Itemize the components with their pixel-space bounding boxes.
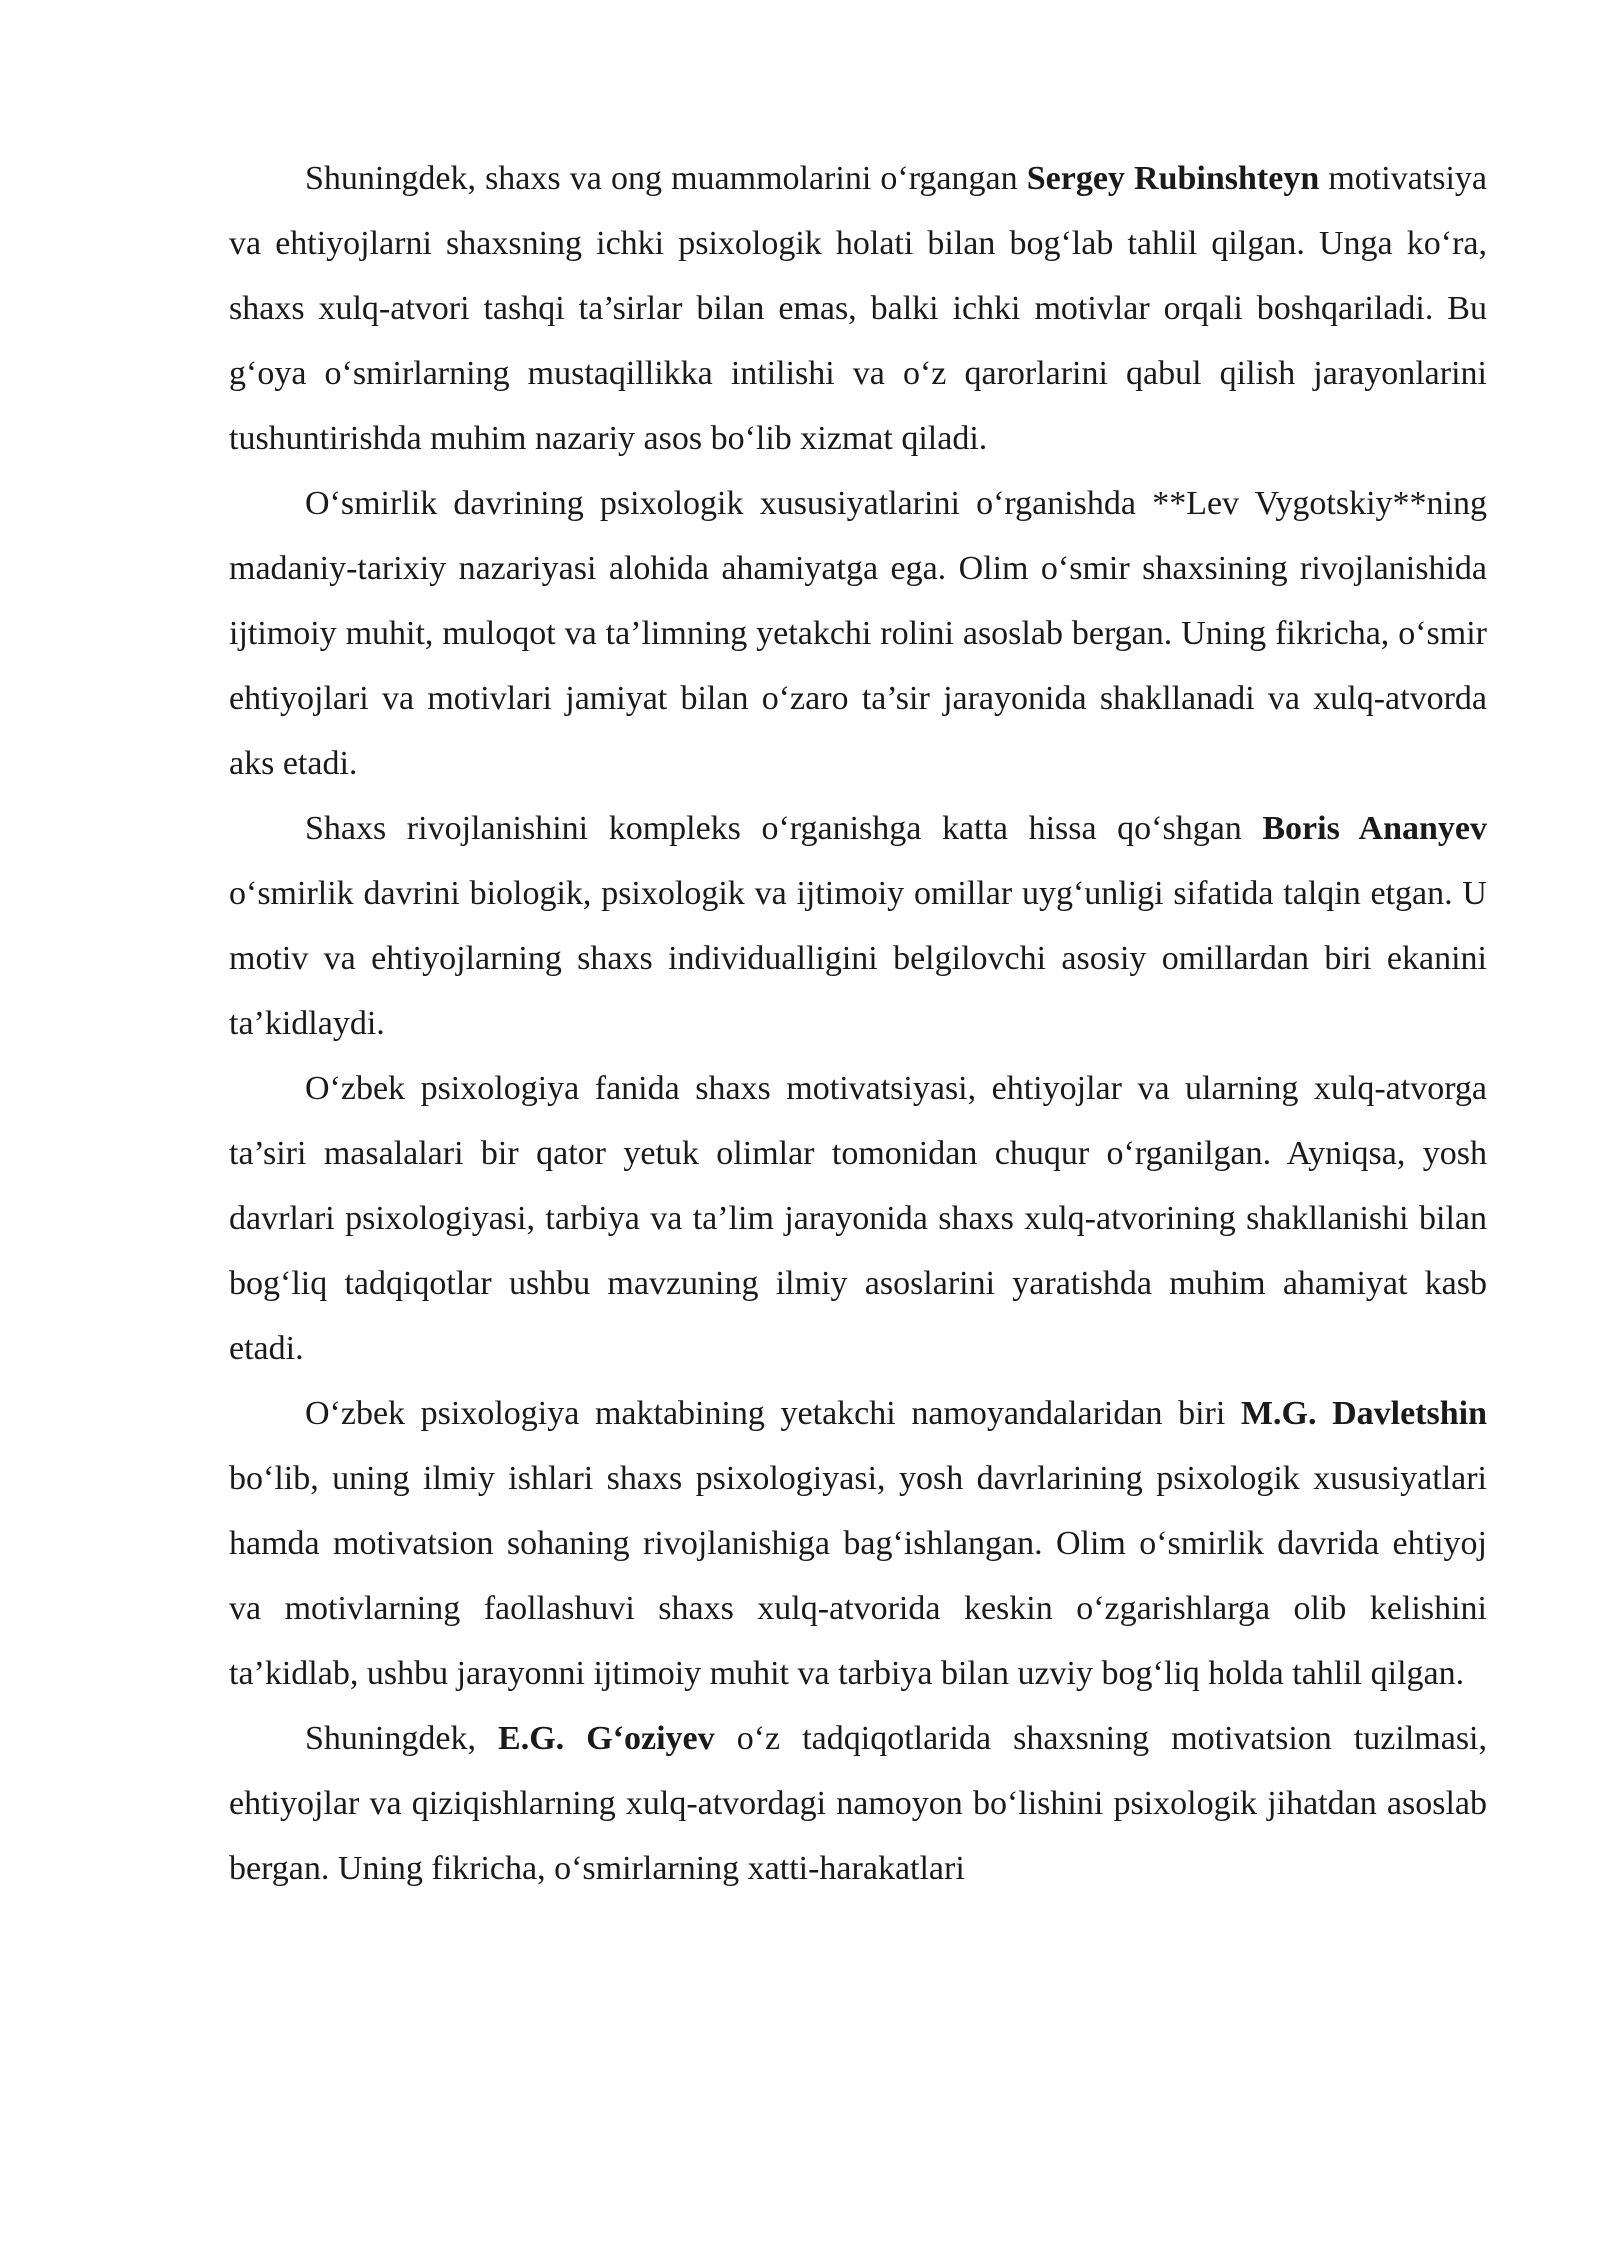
paragraph-uzbek-psychology bbox=[229, 1056, 1487, 1381]
paragraph-goziyev bbox=[229, 1706, 1487, 1901]
text-segment: O‘smirlik davrining psixologik xususiyatlarini o‘rganishda **Lev Vygotskiy**ning madaniy-tarixiy nazariyasi alohida ahamiyatga ega. Olim o‘smir shaxsining rivojlanishida ijtimoiy muhit, muloqot va ta’limning yetakchi rolini asoslab bergan. Uning fikricha, o‘smir ehtiyojlari va motivlari jamiyat bilan o‘zaro ta’sir jarayonida shakllanadi va xulq-atvorda aks etadi. bbox=[229, 485, 1487, 782]
paragraph-rubinshteyn bbox=[229, 146, 1487, 471]
author-name-goziyev: E.G. G‘oziyev bbox=[498, 1720, 715, 1757]
text-segment: o‘z tadqiqotlarida shaxsning motivatsion tuzilmasi, ehtiyojlar va qiziqishlarning xulq-atvordagi namoyon bo‘lishini psixologik jihatdan asoslab bergan. Uning fikricha, o‘smirlarning xatti-harakatlari bbox=[229, 1720, 1487, 1887]
text-segment: bo‘lib, uning ilmiy ishlari shaxs psixologiyasi, yosh davrlarining psixologik xususiyatlari hamda motivatsion sohaning rivojlanishiga bag‘ishlangan. Olim o‘smirlik davrida ehtiyoj va motivlarning faollashuvi shaxs xulq-atvorida keskin o‘zgarishlarga olib kelishini ta’kidlab, ushbu jarayonni ijtimoiy muhit va tarbiya bilan uzviy bog‘liq holda tahlil qilgan. bbox=[229, 1460, 1487, 1692]
text-segment: O‘zbek psixologiya maktabining yetakchi namoyandalaridan biri bbox=[305, 1395, 1241, 1432]
author-name-rubinshteyn: Sergey Rubinshteyn bbox=[1026, 160, 1320, 197]
text-segment: Shuningdek, shaxs va ong muammolarini o‘rgangan bbox=[305, 160, 1027, 197]
text-segment: o‘smirlik davrini biologik, psixologik va ijtimoiy omillar uyg‘unligi sifatida talqin etgan. U motiv va ehtiyojlarning shaxs individualligini belgilovchi asosiy omillardan biri ekanini ta’kidlaydi. bbox=[229, 875, 1487, 1042]
text-segment: O‘zbek psixologiya fanida shaxs motivatsiyasi, ehtiyojlar va ularning xulq-atvorga ta’siri masalalari bir qator yetuk olimlar tomonidan chuqur o‘rganilgan. Ayniqsa, yosh davrlari psixologiyasi, tarbiya va ta’lim jarayonida shaxs xulq-atvorining shakllanishi bilan bog‘liq tadqiqotlar ushbu mavzuning ilmiy asoslarini yaratishda muhim ahamiyat kasb etadi. bbox=[229, 1070, 1487, 1367]
body-text bbox=[229, 146, 1487, 1901]
text-segment: motivatsiya va ehtiyojlarni shaxsning ichki psixologik holati bilan bog‘lab tahlil qilgan. Unga ko‘ra, shaxs xulq-atvori tashqi ta’sirlar bilan emas, balki ichki motivlar orqali boshqariladi. Bu g‘oya o‘smirlarning mustaqillikka intilishi va o‘z qarorlarini qabul qilish jarayonlarini tushuntirishda muhim nazariy asos bo‘lib xizmat qiladi. bbox=[229, 160, 1488, 457]
text-segment: Shaxs rivojlanishini kompleks o‘rganishga katta hissa qo‘shgan bbox=[305, 810, 1263, 847]
text-segment: Shuningdek, bbox=[305, 1720, 499, 1757]
paragraph-vygotskiy bbox=[229, 471, 1487, 796]
author-name-davletshin: M.G. Davletshin bbox=[1240, 1395, 1487, 1432]
paragraph-davletshin bbox=[229, 1381, 1487, 1706]
paragraph-ananyev bbox=[229, 796, 1487, 1056]
author-name-ananyev: Boris Ananyev bbox=[1262, 810, 1487, 847]
